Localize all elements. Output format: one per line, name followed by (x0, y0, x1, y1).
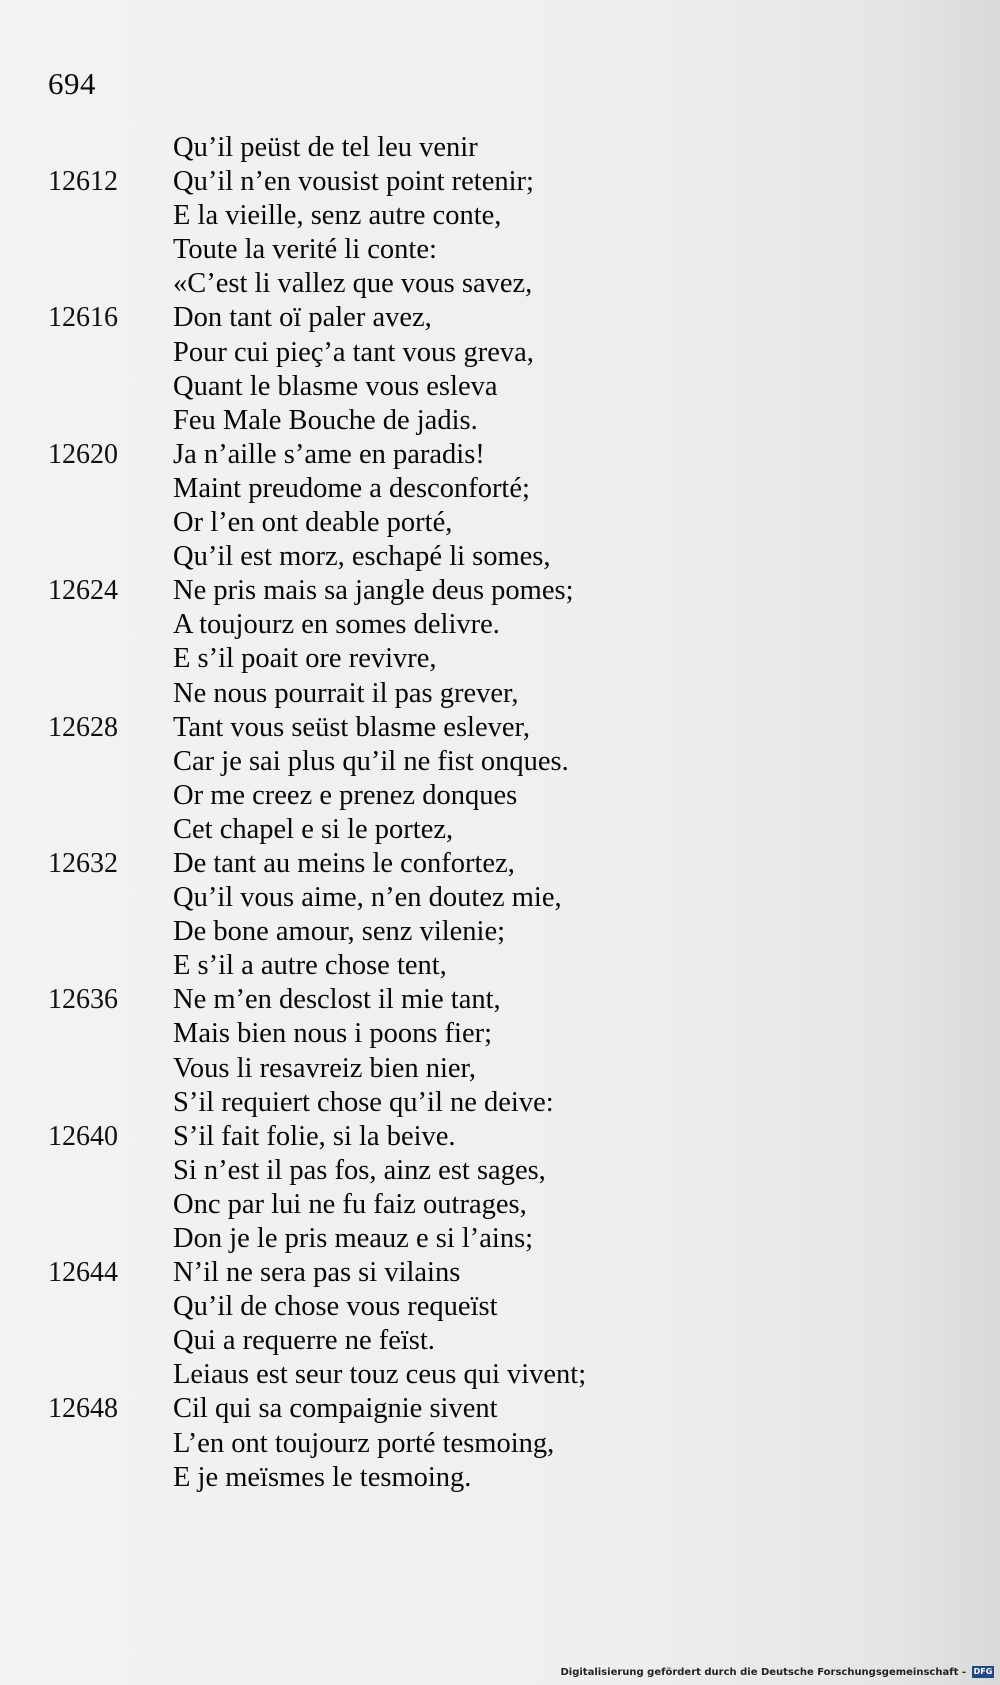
verse-text: Or me creez e prenez donques (173, 779, 518, 811)
verse-text: De bone amour, senz vilenie; (173, 916, 506, 948)
verse-line (0, 404, 1000, 438)
verse-line (0, 370, 1000, 404)
line-number: 12632 (48, 847, 118, 879)
verse-line (0, 1358, 1000, 1392)
verse-text: Ne pris mais sa jangle deus pomes; (173, 575, 574, 607)
verse-line (0, 1290, 1000, 1324)
verse-line (0, 506, 1000, 540)
verse-text: E s’il poait ore revivre, (173, 643, 437, 675)
verse-text: De tant au meins le confortez, (173, 847, 515, 879)
verse-text: Ja n’aille s’ame en paradis! (173, 438, 485, 470)
verse-line (0, 1324, 1000, 1358)
verse-text: S’il requiert chose qu’il ne deive: (173, 1086, 554, 1118)
verse-text: Ne nous pourrait il pas grever, (173, 677, 519, 709)
verse-text: E la vieille, senz autre conte, (173, 200, 502, 232)
verse-text: Don tant oï paler avez, (173, 302, 432, 334)
verse-text: Quant le blasme vous esleva (173, 370, 498, 402)
verse-line (0, 983, 1000, 1017)
verse-line (0, 915, 1000, 949)
verse-line (0, 438, 1000, 472)
line-number: 12612 (48, 166, 118, 198)
verse-line (0, 745, 1000, 779)
verse-text: Qu’il peüst de tel leu venir (173, 132, 478, 163)
verse-line (0, 1461, 1000, 1495)
verse-line (0, 779, 1000, 813)
verse-text: «C’est li vallez que vous savez, (173, 268, 533, 300)
verse-line (0, 131, 1000, 165)
verse-line (0, 267, 1000, 301)
verse-line (0, 677, 1000, 711)
verse-line (0, 336, 1000, 370)
dfg-logo-icon: DFG (973, 1667, 993, 1676)
line-number: 12624 (48, 575, 118, 607)
line-number: 12628 (48, 711, 118, 743)
verse-text: Tant vous seüst blasme eslever, (173, 711, 530, 743)
verse-line (0, 1188, 1000, 1222)
line-number: 12644 (48, 1257, 118, 1289)
verse-block (0, 131, 1000, 1495)
verse-text: Cil qui sa compaignie sivent (173, 1393, 498, 1425)
verse-text: Leiaus est seur touz ceus qui vivent; (173, 1359, 587, 1391)
verse-text: Car je sai plus qu’il ne fist onques. (173, 745, 569, 777)
verse-line (0, 540, 1000, 574)
verse-text: N’il ne sera pas si vilains (173, 1257, 461, 1289)
verse-line (0, 574, 1000, 608)
verse-text: E je meïsmes le tesmoing. (173, 1461, 472, 1493)
verse-text: Qu’il est morz, eschapé li somes, (173, 541, 551, 573)
footer-text: Digitalisierung gefördert durch die Deutsche Forschungsgemeinschaft - (560, 1666, 966, 1678)
line-number: 12616 (48, 302, 118, 334)
verse-text: Or l’en ont deable porté, (173, 507, 453, 539)
verse-line (0, 1427, 1000, 1461)
verse-line (0, 1120, 1000, 1154)
verse-line (0, 233, 1000, 267)
verse-text: Vous li resavreiz bien nier, (173, 1052, 477, 1084)
verse-line (0, 608, 1000, 642)
verse-text: L’en ont toujourz porté tesmoing, (173, 1427, 555, 1459)
verse-text: Qu’il vous aime, n’en doutez mie, (173, 882, 562, 914)
verse-text: Qui a requerre ne feïst. (173, 1325, 435, 1357)
verse-text: Onc par lui ne fu faiz outrages, (173, 1188, 527, 1220)
verse-line (0, 1154, 1000, 1188)
verse-text: Qu’il n’en vousist point retenir; (173, 166, 534, 198)
verse-line (0, 847, 1000, 881)
verse-text: S’il fait folie, si la beive. (173, 1120, 456, 1152)
verse-text: Maint preudome a desconforté; (173, 472, 530, 504)
verse-line (0, 1017, 1000, 1051)
verse-line (0, 711, 1000, 745)
verse-text: Si n’est il pas fos, ainz est sages, (173, 1154, 546, 1186)
verse-line (0, 472, 1000, 506)
verse-line (0, 881, 1000, 915)
verse-text: Qu’il de chose vous requeïst (173, 1291, 498, 1323)
verse-line (0, 1086, 1000, 1120)
verse-line (0, 301, 1000, 335)
verse-text: A toujourz en somes delivre. (173, 609, 500, 641)
verse-line (0, 199, 1000, 233)
line-number: 12620 (48, 438, 118, 470)
verse-text: Don je le pris meauz e si l’ains; (173, 1223, 534, 1254)
digitization-footer (560, 1663, 994, 1681)
verse-line (0, 1256, 1000, 1290)
verse-line (0, 813, 1000, 847)
verse-text: Feu Male Bouche de jadis. (173, 404, 478, 436)
verse-line (0, 642, 1000, 676)
page-number: 694 (48, 66, 96, 101)
verse-line (0, 165, 1000, 199)
line-number: 12648 (48, 1393, 118, 1425)
verse-line (0, 1222, 1000, 1256)
verse-text: Mais bien nous i poons fier; (173, 1018, 493, 1050)
verse-text: Ne m’en desclost il mie tant, (173, 984, 501, 1016)
verse-line (0, 1052, 1000, 1086)
line-number: 12640 (48, 1120, 118, 1152)
verse-text: Toute la verité li conte: (173, 234, 437, 266)
verse-text: E s’il a autre chose tent, (173, 950, 447, 982)
verse-line (0, 949, 1000, 983)
line-number: 12636 (48, 984, 118, 1016)
verse-line (0, 1392, 1000, 1426)
verse-text: Cet chapel e si le portez, (173, 813, 454, 845)
verse-text: Pour cui pieç’a tant vous greva, (173, 336, 534, 368)
